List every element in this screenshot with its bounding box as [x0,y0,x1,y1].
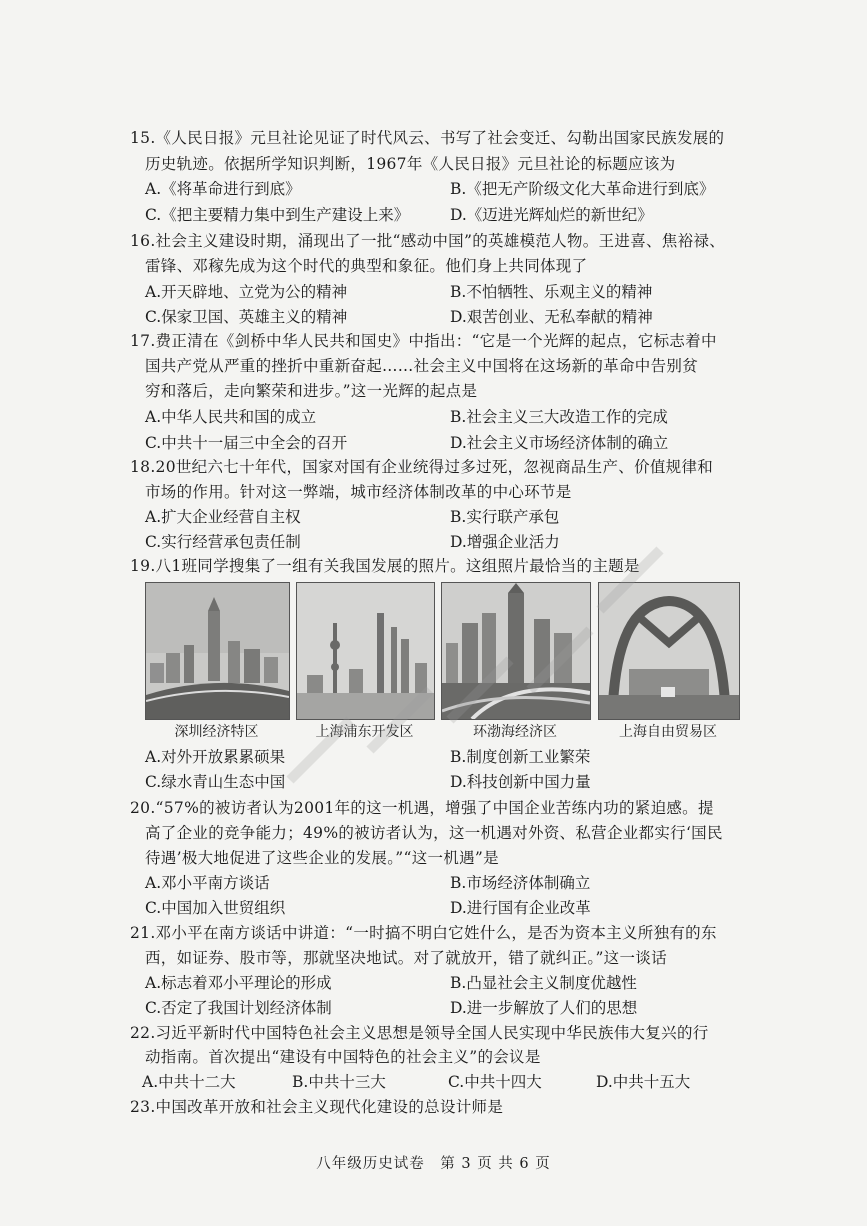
question-stem: 市场的作用。针对这一弊端，城市经济体制改革的中心环节是 [145,483,572,501]
option-a: A.开天辟地、立党为公的精神 [145,283,348,301]
option-b: B.实行联产承包 [450,508,560,526]
option-b: B.凸显社会主义制度优越性 [450,974,637,992]
photo-bohai [441,582,591,720]
gate-photo-icon [599,583,739,719]
question-stem: 穷和落后，走向繁荣和进步。”这一光辉的起点是 [145,382,478,400]
option-d: D.艰苦创业、无私奉献的精神 [450,308,653,326]
option-c: C.中共十一届三中全会的召开 [145,434,348,452]
photo-ftz [598,582,740,720]
photo-shenzhen [145,582,290,720]
option-d: D.《迈进光辉灿烂的新世纪》 [450,206,653,224]
option-c: C.实行经营承包责任制 [145,533,301,551]
skyline-photo-icon [297,583,434,719]
option-d: D.社会主义市场经济体制的确立 [450,434,669,452]
question-stem: 20.“57%的被访者认为2001年的这一机遇，增强了中国企业苦练内功的紧迫感。提 [130,799,714,817]
photo-pudong [296,582,435,720]
option-d: D.增强企业活力 [450,533,560,551]
photo-caption: 上海自由贸易区 [619,724,717,740]
question-stem: 高了企业的竞争能力；49%的被访者认为，这一机遇对外资、私营企业都实行‘国民 [145,824,723,842]
option-a: A.中华人民共和国的成立 [145,408,317,426]
option-d: D.进行国有企业改革 [450,899,591,917]
option-b: B.中共十三大 [292,1073,386,1091]
question-stem: 动指南。首次提出“建设有中国特色的社会主义”的会议是 [145,1048,541,1066]
question-stem: 雷锋、邓稼先成为这个时代的典型和象征。他们身上共同体现了 [145,257,588,275]
option-a: A.标志着邓小平理论的形成 [145,974,332,992]
question-stem: 21.邓小平在南方谈话中讲道：“一时搞不明白它姓什么，是否为资本主义所独有的东 [130,924,717,942]
option-a: A.中共十二大 [142,1073,236,1091]
question-stem: 历史轨迹。依据所学知识判断，1967年《人民日报》元旦社论的标题应该为 [145,155,676,173]
option-c: C.绿水青山生态中国 [145,773,286,791]
option-d: D.进一步解放了人们的思想 [450,999,638,1017]
option-b: B.不怕牺牲、乐观主义的精神 [450,283,653,301]
question-stem: 19.八1班同学搜集了一组有关我国发展的照片。这组照片最恰当的主题是 [130,557,640,575]
option-a: A.对外开放累累硕果 [145,748,286,766]
question-stem: 待遇’极大地促进了这些企业的发展。”“这一机遇”是 [145,849,499,867]
photo-caption: 上海浦东开发区 [315,724,414,740]
option-a: A.扩大企业经营自主权 [145,508,301,526]
page-footer: 八年级历史试卷 第 3 页 共 6 页 [316,1156,551,1172]
option-c: C.中国加入世贸组织 [145,899,286,917]
option-d: D.科技创新中国力量 [450,773,591,791]
option-d: D.中共十五大 [596,1073,691,1091]
option-b: B.《把无产阶级文化大革命进行到底》 [450,180,715,198]
option-b: B.制度创新工业繁荣 [450,748,591,766]
option-b: B.社会主义三大改造工作的完成 [450,408,668,426]
option-a: A.邓小平南方谈话 [145,874,270,892]
skyline-photo-icon [146,583,289,719]
question-stem: 17.费正清在《剑桥中华人民共和国史》中指出：“它是一个光辉的起点，它标志着中 [130,332,717,350]
question-stem: 国共产党从严重的挫折中重新奋起……社会主义中国将在这场新的革命中告别贫 [145,357,699,375]
question-stem: 西，如证券、股市等，那就坚决地试。对了就放开，错了就纠正。”这一谈话 [145,949,667,967]
photo-caption: 环渤海经济区 [473,724,557,740]
question-stem: 18.20世纪六七十年代，国家对国有企业统得过多过死，忽视商品生产、价值规律和 [130,458,714,476]
photo-caption: 深圳经济特区 [174,724,259,740]
option-b: B.市场经济体制确立 [450,874,591,892]
option-c: C.中共十四大 [448,1073,542,1091]
skyline-photo-icon [442,583,590,719]
question-stem: 16.社会主义建设时期，涌现出了一批“感动中国”的英雄模范人物。王进喜、焦裕禄、 [130,232,726,250]
option-c: C.否定了我国计划经济体制 [145,999,332,1017]
option-a: A.《将革命进行到底》 [145,180,301,198]
option-c: C.《把主要精力集中到生产建设上来》 [145,206,410,224]
question-stem: 15.《人民日报》元旦社论见证了时代风云、书写了社会变迁、勾勒出国家民族发展的 [130,129,725,147]
question-stem: 23.中国改革开放和社会主义现代化建设的总设计师是 [130,1098,504,1116]
option-c: C.保家卫国、英雄主义的精神 [145,308,348,326]
question-stem: 22.习近平新时代中国特色社会主义思想是领导全国人民实现中华民族伟大复兴的行 [130,1024,709,1042]
